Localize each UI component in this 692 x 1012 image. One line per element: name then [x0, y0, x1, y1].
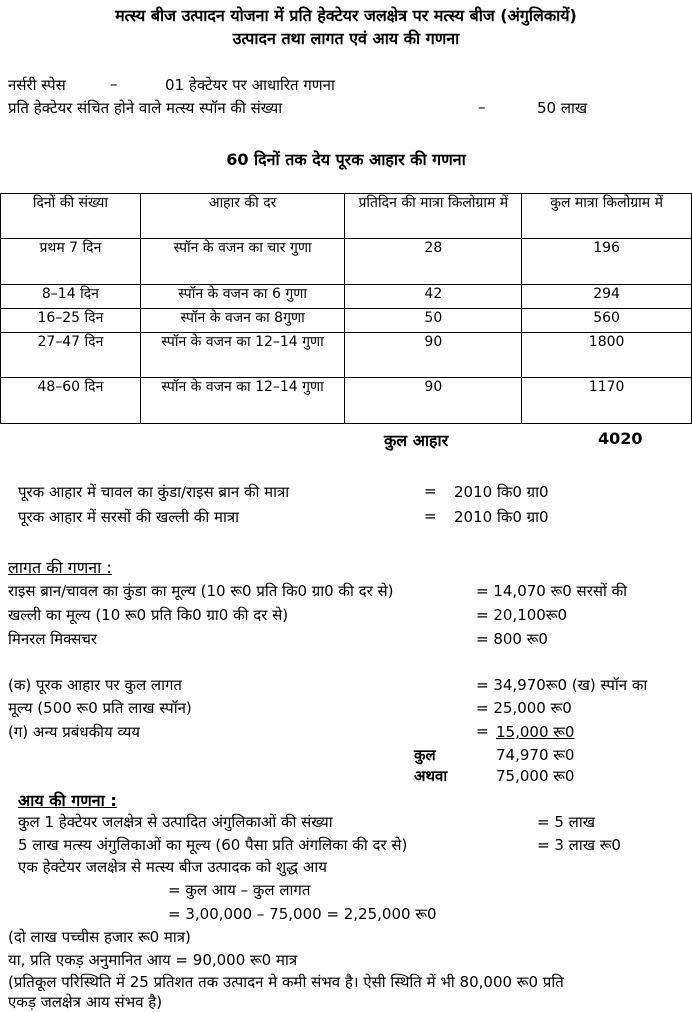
supplement-mustard-label: पूरक आहार में सरसों की खल्ली की मात्रा [18, 508, 240, 526]
cell-total: 1170 [522, 378, 692, 424]
title-line-1: मत्स्य बीज उत्पादन योजना में प्रति हेक्टेयर जलक्षेत्र पर मत्स्य बीज (अंगुलिकायें) [115, 6, 577, 25]
nursery-dash: – [110, 75, 118, 93]
cell-days: प्रथम 7 दिन [1, 239, 141, 285]
cost-misc-value: 15,000 रू0 [496, 723, 575, 741]
income-line-6: (दो लाख पच्चीस हजार रू0 मात्र) [8, 928, 191, 946]
cell-days: 48–60 दिन [1, 378, 141, 424]
cost-misc-label: (ग) अन्य प्रबंधकीय व्यय [8, 723, 140, 741]
nursery-value: 01 हेक्टेयर पर आधारित गणना [165, 76, 335, 94]
cell-rate: स्पॉन के वजन का 8गुणा [140, 309, 345, 333]
income-line-2-value: = 3 लाख रू0 [537, 836, 621, 854]
table-row [1, 239, 692, 285]
cell-daily: 90 [345, 378, 522, 424]
cell-daily: 28 [345, 239, 522, 285]
cell-rate: स्पॉन के वजन का 6 गुणा [140, 285, 345, 309]
feed-total-value: 4020 [598, 429, 643, 448]
cell-rate: स्पॉन के वजन का 12–14 गुणा [140, 333, 345, 378]
table-row [1, 309, 692, 333]
income-line-1-value: = 5 लाख [537, 813, 595, 831]
income-line-8: (प्रतिकूल परिस्थिति में 25 प्रतिशत तक उत्पादन मे कमी संभव है। ऐसी स्थिति में भी 80,000 रू0 प्रति [8, 973, 564, 991]
cell-rate: स्पॉन के वजन का 12–14 गुणा [140, 378, 345, 424]
cell-daily: 42 [345, 285, 522, 309]
cost-spawn-price-label: मूल्य (500 रू0 प्रति लाख स्पॉन) [8, 699, 192, 717]
cost-feed-total-label: (क) पूरक आहार पर कुल लागत [8, 676, 182, 694]
cell-daily: 50 [345, 309, 522, 333]
cell-total: 294 [522, 285, 692, 309]
income-line-7: या, प्रति एकड़ अनुमानित आय = 90,000 रू0 मात्र [8, 951, 298, 969]
cell-daily: 90 [345, 333, 522, 378]
table-row [1, 378, 692, 424]
cell-total: 1800 [522, 333, 692, 378]
cost-feed-total-value: = 34,970रू0 (ख) स्पॉन का [476, 676, 648, 694]
table-header-row [1, 194, 692, 239]
cost-rice-value: = 14,070 रू0 सरसों की [476, 582, 628, 600]
cost-mineral-label: मिनरल मिक्सचर [8, 630, 97, 648]
col-header-days: दिनों की संख्या [1, 194, 141, 239]
cost-total-value: 74,970 रू0 [496, 746, 575, 764]
supplement-mustard-eq: = [424, 507, 437, 525]
feed-heading: 60 दिनों तक देय पूरक आहार की गणना [226, 150, 466, 169]
cost-heading: लागत की गणना : [8, 558, 112, 577]
spawn-label: प्रति हेक्टेयर संचित होने वाले मत्स्य स्पॉन की संख्या [8, 99, 283, 117]
col-header-total: कुल मात्रा किलोग्राम में [522, 194, 692, 239]
cell-total: 560 [522, 309, 692, 333]
income-line-4: = कुल आय – कुल लागत [168, 881, 311, 899]
cost-mineral-value: = 800 रू0 [476, 630, 548, 648]
supplement-rice-label: पूरक आहार में चावल का कुंडा/राइस ब्रान की मात्रा [18, 483, 290, 501]
spawn-dash: – [478, 98, 486, 116]
income-line-9: एकड़ जलक्षेत्र आय संभव है) [8, 993, 163, 1011]
cost-misc-eq: = [476, 722, 489, 740]
cell-days: 8–14 दिन [1, 285, 141, 309]
supplement-mustard-value: 2010 कि0 ग्रा0 [454, 508, 549, 526]
cost-spawn-price-value: = 25,000 रू0 [476, 699, 572, 717]
supplement-rice-eq: = [424, 482, 437, 500]
col-header-daily: प्रतिदिन की मात्रा किलोग्राम में [345, 194, 522, 239]
spawn-value: 50 लाख [537, 99, 588, 117]
cell-days: 27–47 दिन [1, 333, 141, 378]
income-heading: आय की गणना : [18, 791, 117, 810]
title-line-2: उत्पादन तथा लागत एवं आय की गणना [232, 29, 460, 48]
supplement-rice-value: 2010 कि0 ग्रा0 [454, 483, 549, 501]
cost-or-value: 75,000 रू0 [496, 767, 575, 785]
cell-days: 16–25 दिन [1, 309, 141, 333]
cost-rice-label: राइस ब्रान/चावल का कुंडा का मूल्य (10 रू0 प्रति कि0 ग्रा0 की दर से) [8, 582, 394, 600]
cost-or-label: अथवा [414, 767, 448, 785]
cost-mustard-value: = 20,100रू0 [476, 606, 568, 624]
col-header-rate: आहार की दर [140, 194, 345, 239]
cost-mustard-label: खल्ली का मूल्य (10 रू0 प्रति कि0 ग्रा0 की दर से) [8, 606, 289, 624]
feed-table [0, 193, 692, 424]
income-line-3: एक हेक्टेयर जलक्षेत्र से मत्स्य बीज उत्पादक को शुद्ध आय [18, 858, 327, 876]
income-line-1: कुल 1 हेक्टेयर जलक्षेत्र से उत्पादित अंगुलिकाओं की संख्या [18, 813, 333, 831]
table-row [1, 333, 692, 378]
nursery-label: नर्सरी स्पेस [8, 76, 66, 94]
cell-rate: स्पॉन के वजन का चार गुणा [140, 239, 345, 285]
income-line-2: 5 लाख मत्स्य अंगुलिकाओं का मूल्य (60 पैसा प्रति अंगलिका की दर से) [18, 836, 408, 854]
table-row [1, 285, 692, 309]
cell-total: 196 [522, 239, 692, 285]
income-line-5: = 3,00,000 – 75,000 = 2,25,000 रू0 [168, 905, 437, 923]
feed-total-label: कुल आहार [384, 431, 449, 450]
cost-total-label: कुल [414, 746, 436, 764]
